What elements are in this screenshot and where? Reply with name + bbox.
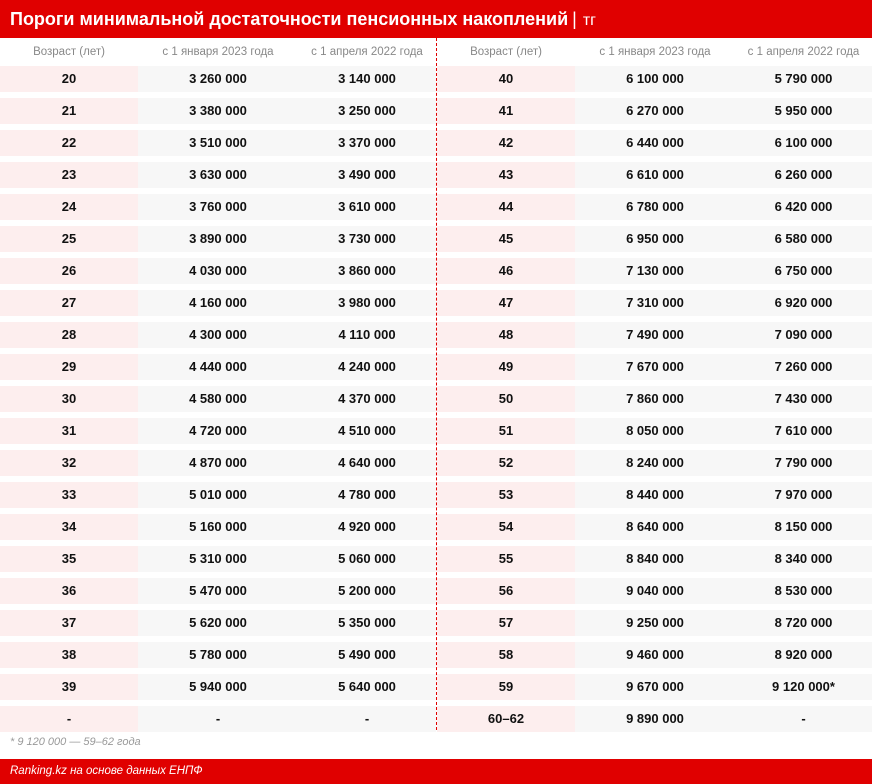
value-2022-cell: 7 610 000 [735, 418, 872, 444]
table-row [0, 610, 436, 636]
age-cell: 26 [0, 258, 138, 284]
value-2023-cell: 5 940 000 [138, 674, 298, 700]
value-2022-cell: 4 920 000 [298, 514, 436, 540]
age-cell: 48 [437, 322, 575, 348]
value-2023-cell: 3 630 000 [138, 162, 298, 188]
table-row [437, 194, 872, 220]
value-2023-cell: 6 780 000 [575, 194, 735, 220]
value-2023-cell: 8 440 000 [575, 482, 735, 508]
value-2023-cell: - [138, 706, 298, 732]
value-2022-cell: 6 920 000 [735, 290, 872, 316]
value-2023-cell: 3 260 000 [138, 66, 298, 92]
value-2023-cell: 8 640 000 [575, 514, 735, 540]
value-2023-cell: 5 780 000 [138, 642, 298, 668]
age-cell: 46 [437, 258, 575, 284]
table-header [0, 38, 436, 66]
source-footer [0, 759, 872, 784]
age-cell: 34 [0, 514, 138, 540]
table-row [0, 130, 436, 156]
table-left-half [0, 38, 436, 738]
value-2022-cell: 6 100 000 [735, 130, 872, 156]
value-2022-cell: 8 340 000 [735, 546, 872, 572]
table-row [0, 418, 436, 444]
value-2023-cell: 5 620 000 [138, 610, 298, 636]
table-row [437, 258, 872, 284]
value-2022-cell: 9 120 000* [735, 674, 872, 700]
value-2023-cell: 4 720 000 [138, 418, 298, 444]
table-row [437, 386, 872, 412]
age-cell: 49 [437, 354, 575, 380]
value-2023-cell: 5 010 000 [138, 482, 298, 508]
value-2023-cell: 6 270 000 [575, 98, 735, 124]
age-cell: 53 [437, 482, 575, 508]
value-2023-cell: 4 580 000 [138, 386, 298, 412]
footnote: * 9 120 000 — 59–62 года [10, 736, 141, 748]
age-cell: 27 [0, 290, 138, 316]
value-2022-cell: 3 490 000 [298, 162, 436, 188]
value-2023-cell: 4 440 000 [138, 354, 298, 380]
age-cell: 58 [437, 642, 575, 668]
table-row [0, 66, 436, 92]
table-row [0, 322, 436, 348]
age-cell: 33 [0, 482, 138, 508]
value-2023-cell: 3 510 000 [138, 130, 298, 156]
table-row [0, 98, 436, 124]
value-2022-cell: 5 790 000 [735, 66, 872, 92]
table-row [437, 578, 872, 604]
age-cell: 44 [437, 194, 575, 220]
age-cell: 40 [437, 66, 575, 92]
table-row [437, 226, 872, 252]
value-2023-cell: 7 490 000 [575, 322, 735, 348]
age-cell: 37 [0, 610, 138, 636]
age-cell: 30 [0, 386, 138, 412]
value-2022-cell: 5 640 000 [298, 674, 436, 700]
value-2022-cell: 5 490 000 [298, 642, 436, 668]
table-row [0, 642, 436, 668]
table-row [437, 322, 872, 348]
table-body-right [437, 66, 872, 732]
value-2023-cell: 4 300 000 [138, 322, 298, 348]
value-2022-cell: 6 580 000 [735, 226, 872, 252]
table-right-half [437, 38, 872, 738]
value-2022-cell: 6 420 000 [735, 194, 872, 220]
table-row [0, 194, 436, 220]
table-row [0, 450, 436, 476]
age-cell: 22 [0, 130, 138, 156]
value-2023-cell: 9 250 000 [575, 610, 735, 636]
table-row [437, 418, 872, 444]
age-cell: 50 [437, 386, 575, 412]
age-cell: 31 [0, 418, 138, 444]
age-cell: 29 [0, 354, 138, 380]
value-2023-cell: 6 950 000 [575, 226, 735, 252]
table-row [437, 482, 872, 508]
age-cell: 47 [437, 290, 575, 316]
value-2022-cell: 4 780 000 [298, 482, 436, 508]
value-2023-cell: 5 310 000 [138, 546, 298, 572]
value-2022-cell: - [298, 706, 436, 732]
column-header-2022: с 1 апреля 2022 года [311, 46, 423, 58]
table-row [437, 674, 872, 700]
table-row [0, 386, 436, 412]
value-2023-cell: 7 130 000 [575, 258, 735, 284]
age-cell: 20 [0, 66, 138, 92]
value-2022-cell: 3 370 000 [298, 130, 436, 156]
value-2023-cell: 3 760 000 [138, 194, 298, 220]
value-2022-cell: 5 060 000 [298, 546, 436, 572]
age-cell: 51 [437, 418, 575, 444]
column-header-2022: с 1 апреля 2022 года [747, 46, 860, 58]
value-2023-cell: 8 050 000 [575, 418, 735, 444]
table-row [437, 290, 872, 316]
age-cell: 42 [437, 130, 575, 156]
value-2022-cell: 3 610 000 [298, 194, 436, 220]
value-2022-cell: 7 790 000 [735, 450, 872, 476]
value-2022-cell: 5 950 000 [735, 98, 872, 124]
column-header-2023: с 1 января 2023 года [162, 46, 274, 58]
value-2022-cell: - [735, 706, 872, 732]
table-row [0, 546, 436, 572]
age-cell: - [0, 706, 138, 732]
age-cell: 56 [437, 578, 575, 604]
age-cell: 25 [0, 226, 138, 252]
value-2022-cell: 4 240 000 [298, 354, 436, 380]
value-2022-cell: 6 260 000 [735, 162, 872, 188]
value-2023-cell: 9 040 000 [575, 578, 735, 604]
table-row [0, 482, 436, 508]
value-2023-cell: 8 240 000 [575, 450, 735, 476]
value-2023-cell: 7 310 000 [575, 290, 735, 316]
table-row [437, 546, 872, 572]
column-header-2023: с 1 января 2023 года [599, 46, 711, 58]
table-row [437, 450, 872, 476]
value-2022-cell: 8 150 000 [735, 514, 872, 540]
age-cell: 55 [437, 546, 575, 572]
table-row [0, 354, 436, 380]
value-2023-cell: 5 470 000 [138, 578, 298, 604]
age-cell: 59 [437, 674, 575, 700]
currency-unit: тг [582, 12, 596, 29]
value-2022-cell: 3 140 000 [298, 66, 436, 92]
age-cell: 45 [437, 226, 575, 252]
value-2022-cell: 4 110 000 [298, 322, 436, 348]
table-row [0, 258, 436, 284]
title-separator: | [572, 9, 577, 29]
page-title: Пороги минимальной достаточности пенсионных накоплений [10, 9, 569, 29]
value-2023-cell: 9 460 000 [575, 642, 735, 668]
age-cell: 57 [437, 610, 575, 636]
table-row [0, 226, 436, 252]
age-cell: 21 [0, 98, 138, 124]
table-row [437, 98, 872, 124]
value-2023-cell: 8 840 000 [575, 546, 735, 572]
value-2023-cell: 4 160 000 [138, 290, 298, 316]
value-2022-cell: 7 430 000 [735, 386, 872, 412]
value-2023-cell: 7 670 000 [575, 354, 735, 380]
table-row [0, 290, 436, 316]
value-2022-cell: 7 260 000 [735, 354, 872, 380]
age-cell: 54 [437, 514, 575, 540]
value-2023-cell: 3 890 000 [138, 226, 298, 252]
table-row [437, 706, 872, 732]
table-row [437, 610, 872, 636]
value-2023-cell: 6 440 000 [575, 130, 735, 156]
value-2022-cell: 4 510 000 [298, 418, 436, 444]
value-2022-cell: 5 200 000 [298, 578, 436, 604]
age-cell: 35 [0, 546, 138, 572]
value-2023-cell: 7 860 000 [575, 386, 735, 412]
table-row [437, 642, 872, 668]
table-row [0, 674, 436, 700]
age-cell: 39 [0, 674, 138, 700]
value-2022-cell: 8 920 000 [735, 642, 872, 668]
value-2022-cell: 5 350 000 [298, 610, 436, 636]
column-header-age: Возраст (лет) [470, 46, 542, 58]
age-cell: 52 [437, 450, 575, 476]
value-2022-cell: 7 970 000 [735, 482, 872, 508]
title-bar [0, 0, 872, 38]
value-2022-cell: 4 640 000 [298, 450, 436, 476]
value-2023-cell: 4 030 000 [138, 258, 298, 284]
table-row [0, 162, 436, 188]
value-2022-cell: 3 730 000 [298, 226, 436, 252]
age-cell: 41 [437, 98, 575, 124]
age-cell: 43 [437, 162, 575, 188]
value-2023-cell: 5 160 000 [138, 514, 298, 540]
value-2022-cell: 7 090 000 [735, 322, 872, 348]
value-2023-cell: 9 670 000 [575, 674, 735, 700]
value-2022-cell: 6 750 000 [735, 258, 872, 284]
table-row [437, 514, 872, 540]
table-row [437, 66, 872, 92]
value-2022-cell: 4 370 000 [298, 386, 436, 412]
table-row [0, 514, 436, 540]
column-header-age: Возраст (лет) [33, 46, 105, 58]
value-2023-cell: 9 890 000 [575, 706, 735, 732]
table-row [437, 130, 872, 156]
table-row [0, 706, 436, 732]
age-cell: 60–62 [437, 706, 575, 732]
value-2023-cell: 4 870 000 [138, 450, 298, 476]
table-body-left [0, 66, 436, 732]
value-2022-cell: 8 720 000 [735, 610, 872, 636]
age-cell: 24 [0, 194, 138, 220]
value-2022-cell: 3 980 000 [298, 290, 436, 316]
table-header [437, 38, 872, 66]
age-cell: 36 [0, 578, 138, 604]
value-2023-cell: 6 100 000 [575, 66, 735, 92]
value-2022-cell: 8 530 000 [735, 578, 872, 604]
value-2023-cell: 3 380 000 [138, 98, 298, 124]
table-row [437, 162, 872, 188]
table-row [437, 354, 872, 380]
age-cell: 38 [0, 642, 138, 668]
value-2023-cell: 6 610 000 [575, 162, 735, 188]
age-cell: 32 [0, 450, 138, 476]
age-cell: 28 [0, 322, 138, 348]
value-2022-cell: 3 250 000 [298, 98, 436, 124]
source-text: Ranking.kz на основе данных ЕНПФ [10, 765, 203, 777]
table-row [0, 578, 436, 604]
age-cell: 23 [0, 162, 138, 188]
value-2022-cell: 3 860 000 [298, 258, 436, 284]
